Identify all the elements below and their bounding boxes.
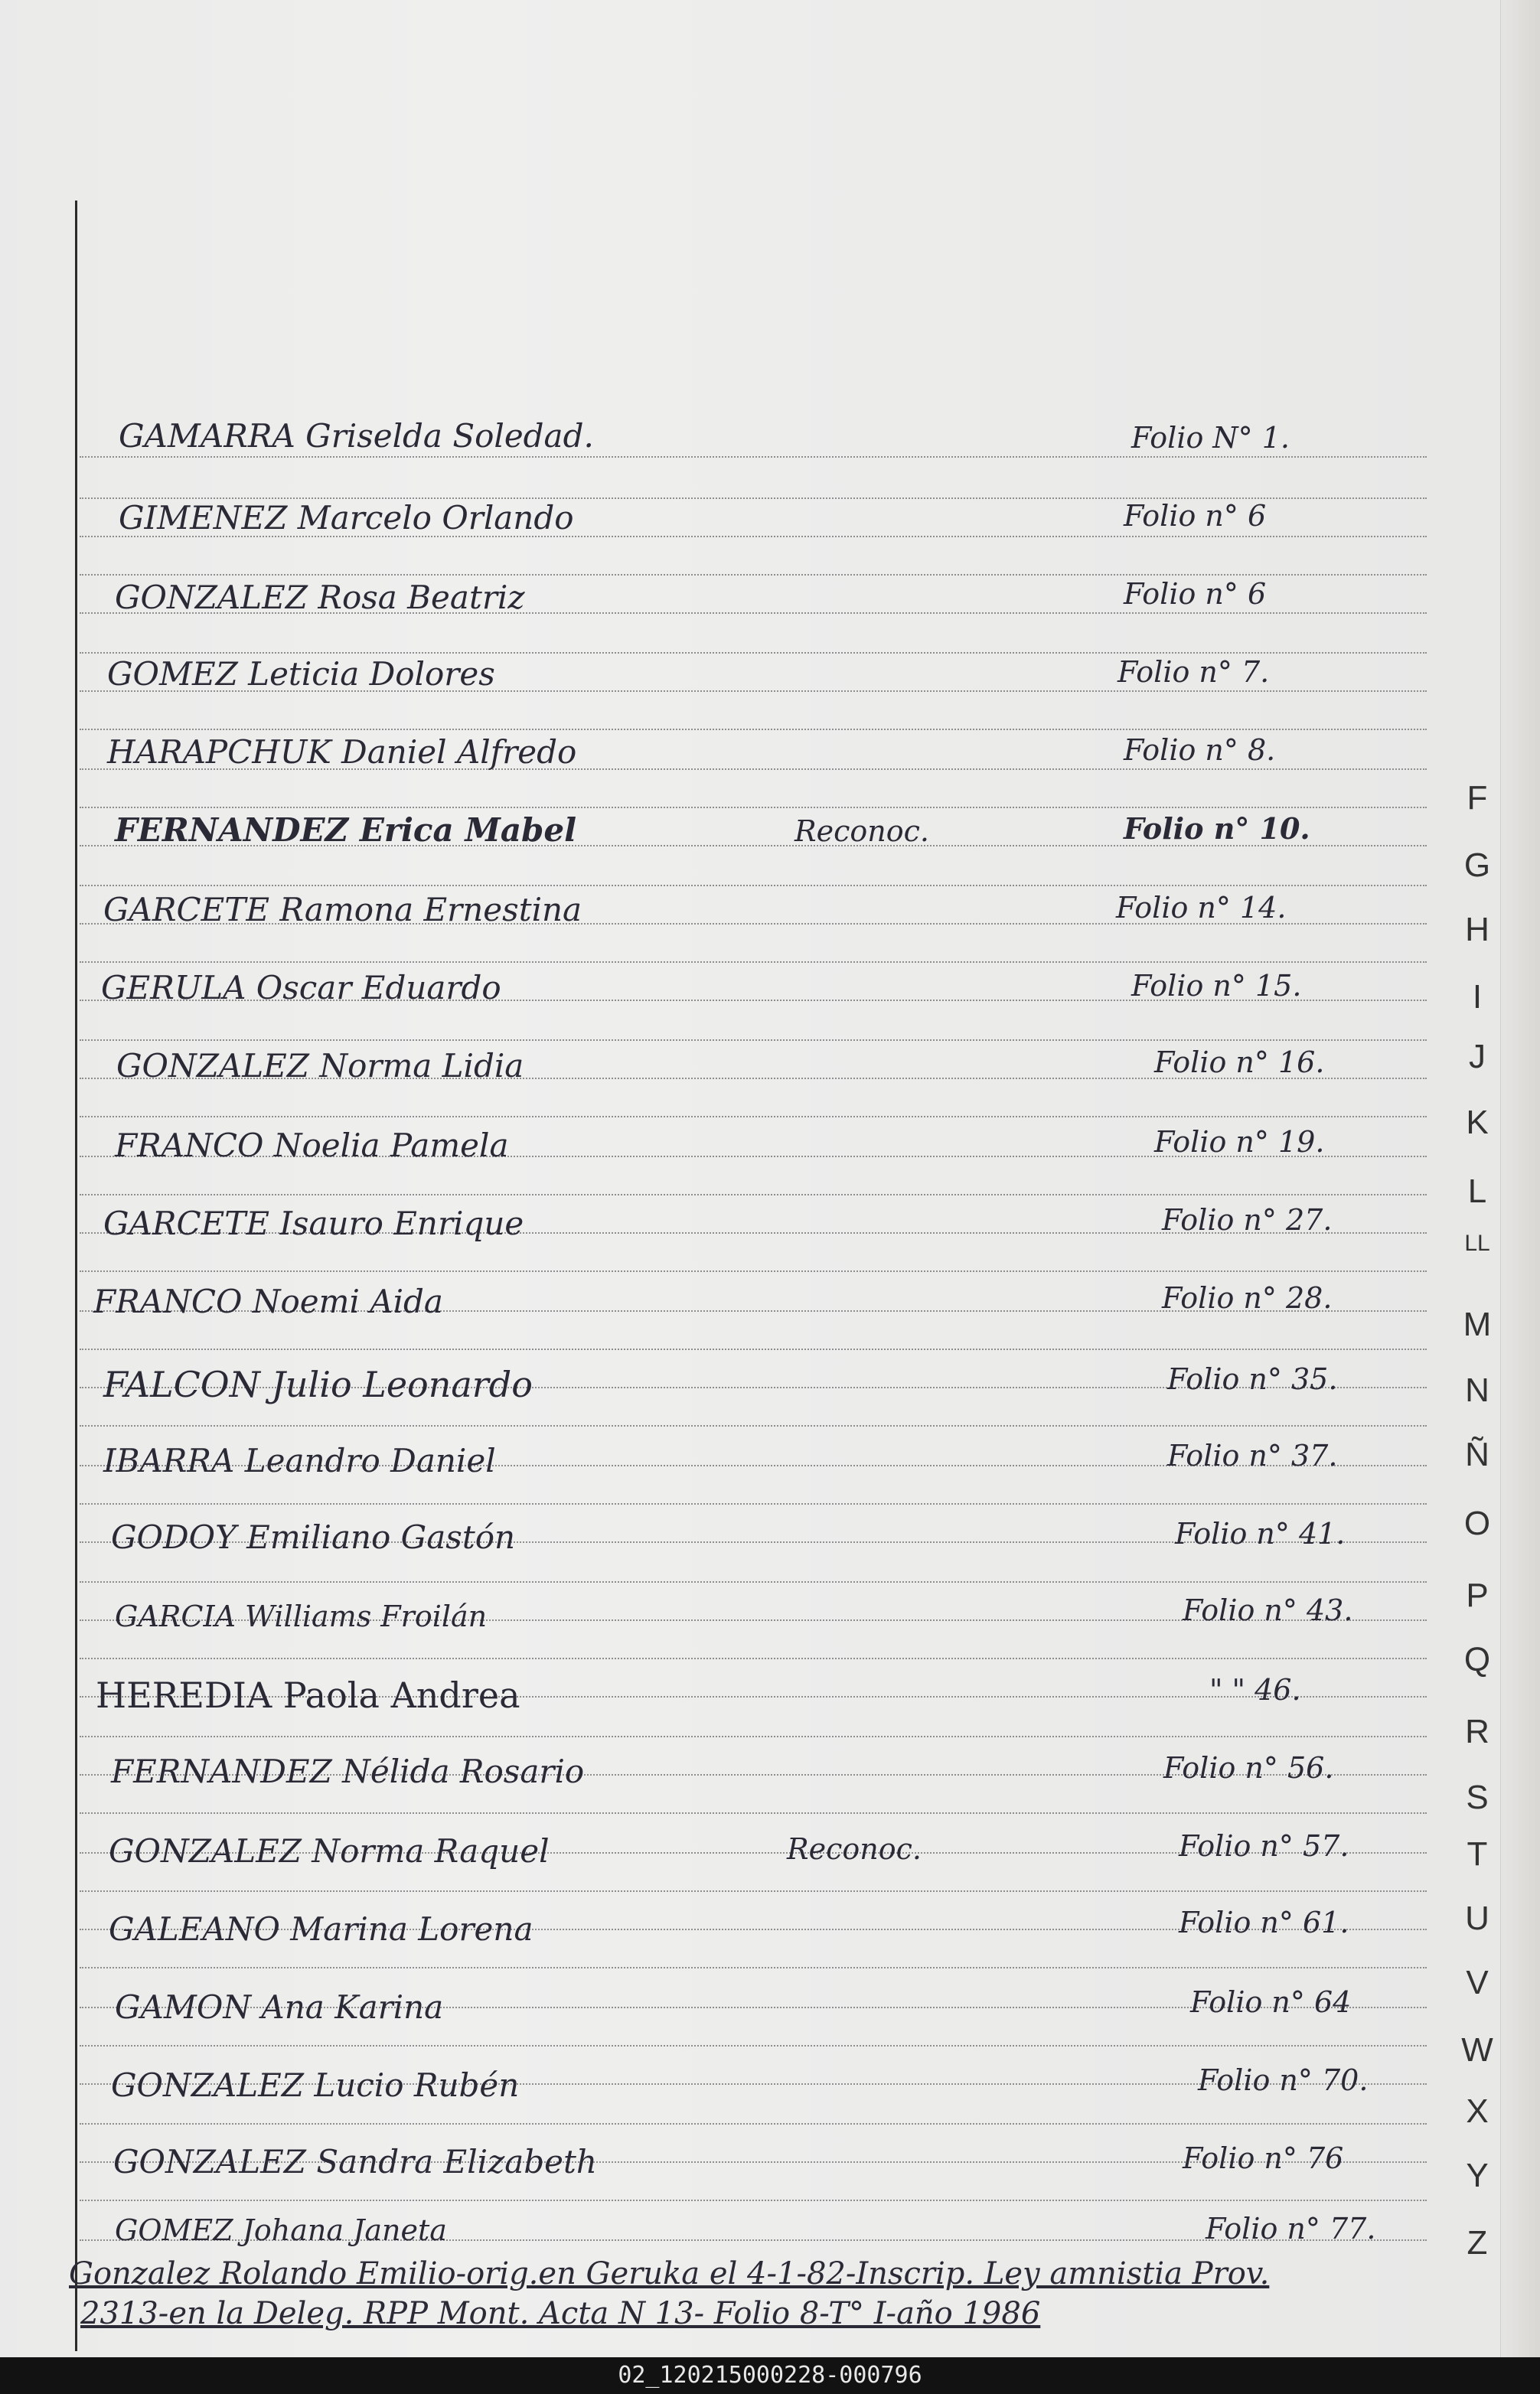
ruled-line (80, 1503, 1427, 1505)
entry-folio: Folio n° 35. (1167, 1362, 1338, 1396)
ruled-line (80, 961, 1427, 963)
alpha-tab-j[interactable]: J (1469, 1038, 1486, 1075)
ruled-line (80, 1270, 1427, 1272)
ruled-line (80, 885, 1427, 886)
entry-folio: Folio n° 28. (1162, 1281, 1333, 1315)
alpha-tab-ll[interactable]: LL (1464, 1231, 1490, 1256)
alpha-tab-h[interactable]: H (1465, 911, 1489, 948)
entry-folio: Folio n° 16. (1154, 1045, 1325, 1079)
entry-name: GONZALEZ Lucio Rubén (111, 2066, 520, 2104)
alpha-tab-q[interactable]: Q (1463, 1641, 1491, 1678)
entry-name: FRANCO Noemi Aida (93, 1283, 443, 1320)
margin-line (75, 201, 77, 2351)
ruled-line (80, 456, 1427, 458)
entry-name: GAMON Ana Karina (115, 1988, 444, 2026)
entry-name: GARCETE Isauro Enrique (103, 1205, 524, 1242)
entry-name: IBARRA Leandro Daniel (103, 1442, 496, 1479)
alpha-tab-k[interactable]: K (1466, 1104, 1489, 1141)
ruled-line (80, 2200, 1427, 2201)
alpha-tab-w[interactable]: W (1461, 2031, 1493, 2069)
ruled-line (80, 1116, 1427, 1117)
entry-folio: Folio n° 8. (1124, 733, 1276, 767)
ruled-line (80, 1812, 1427, 1814)
entry-name: GODOY Emiliano Gastón (111, 1518, 516, 1556)
entry-folio: Folio n° 76 (1183, 2141, 1344, 2175)
entry-name: GONZALEZ Norma Lidia (116, 1047, 524, 1084)
entry-name: FERNANDEZ Nélida Rosario (111, 1753, 585, 1790)
footer-note: 2313-en la Deleg. RPP Mont. Acta N 13- Folio 8-T° I-año 1986 (80, 2296, 1041, 2331)
alpha-tab-i[interactable]: I (1472, 978, 1483, 1016)
alpha-tab-m[interactable]: M (1463, 1306, 1492, 1343)
alpha-tab-p[interactable]: P (1466, 1577, 1489, 1614)
entry-name: FRANCO Noelia Pamela (115, 1127, 509, 1164)
entry-name: GARCETE Ramona Ernestina (103, 891, 582, 928)
entry-name: GERULA Oscar Eduardo (101, 969, 501, 1006)
entry-folio: Folio n° 6 (1124, 577, 1267, 611)
ruled-line (80, 574, 1427, 576)
entry-name: FALCON Julio Leonardo (103, 1364, 533, 1405)
alpha-tab-g[interactable]: G (1463, 846, 1491, 884)
alpha-tab-s[interactable]: S (1466, 1779, 1489, 1816)
entry-name: GARCIA Williams Froilán (115, 1600, 488, 1633)
alpha-tab-z[interactable]: Z (1467, 2224, 1488, 2262)
entry-folio: Folio n° 19. (1154, 1125, 1325, 1159)
entry-name: GIMENEZ Marcelo Orlando (119, 499, 574, 537)
entry-folio: " " 46. (1209, 1673, 1301, 1707)
entry-folio: Folio n° 70. (1198, 2063, 1369, 2097)
entry-name: GOMEZ Leticia Dolores (107, 655, 495, 693)
alpha-tab-v[interactable]: V (1466, 1964, 1489, 2001)
alpha-tab-r[interactable]: R (1465, 1713, 1489, 1750)
footer-note: Gonzalez Rolando Emilio-orig.en Geruka el 4-1-82-Inscrip. Ley amnistia Prov. (69, 2256, 1270, 2291)
ruled-line (80, 729, 1427, 730)
entry-folio: Folio n° 14. (1116, 891, 1287, 925)
ruled-line (80, 1581, 1427, 1583)
ruled-line (80, 1349, 1427, 1350)
entry-folio: Folio n° 15. (1131, 969, 1302, 1003)
alpha-tab-enye[interactable]: Ñ (1465, 1436, 1489, 1473)
alpha-tab-t[interactable]: T (1467, 1835, 1488, 1873)
alpha-tab-x[interactable]: X (1466, 2092, 1489, 2130)
entry-folio: Folio n° 56. (1163, 1751, 1334, 1785)
alpha-tab-y[interactable]: Y (1466, 2157, 1489, 2194)
entry-note: Reconoc. (794, 814, 929, 848)
ruled-line (80, 1890, 1427, 1892)
ruled-line (80, 1425, 1427, 1427)
entry-folio: Folio n° 10. (1124, 811, 1310, 846)
entry-folio: Folio N° 1. (1131, 421, 1290, 455)
alpha-tab-o[interactable]: O (1463, 1505, 1491, 1542)
entry-folio: Folio n° 43. (1183, 1593, 1353, 1627)
entry-name: GAMARRA Griselda Soledad. (119, 417, 594, 455)
alpha-tab-f[interactable]: F (1467, 779, 1488, 817)
entry-folio: Folio n° 41. (1175, 1517, 1346, 1551)
entry-folio: Folio n° 7. (1117, 655, 1270, 689)
entry-folio: Folio n° 37. (1167, 1439, 1338, 1473)
entry-folio: Folio n° 27. (1162, 1203, 1333, 1237)
entry-note: Reconoc. (787, 1832, 922, 1866)
image-caption: 02_120215000228-000796 (618, 2362, 922, 2389)
alpha-tab-l[interactable]: L (1467, 1173, 1487, 1210)
page-edge-tabs-strip (1500, 0, 1540, 2357)
entry-name: GOMEZ Johana Janeta (115, 2213, 447, 2247)
entry-name: FERNANDEZ Erica Mabel (115, 811, 577, 849)
ruled-line (80, 1658, 1427, 1659)
ruled-line (80, 807, 1427, 808)
ruled-line (80, 1039, 1427, 1041)
ruled-line (80, 1736, 1427, 1737)
ruled-line (80, 652, 1427, 654)
entry-name: GALEANO Marina Lorena (109, 1910, 533, 1948)
ruled-line (80, 2123, 1427, 2125)
entry-name: GONZALEZ Sandra Elizabeth (113, 2143, 597, 2180)
entry-name: GONZALEZ Norma Raquel (109, 1832, 550, 1870)
entry-name: HEREDIA Paola Andrea (96, 1675, 520, 1716)
entry-folio: Folio n° 77. (1206, 2212, 1376, 2246)
entry-folio: Folio n° 57. (1179, 1829, 1349, 1863)
entry-folio: Folio n° 6 (1124, 499, 1267, 533)
entry-folio: Folio n° 64 (1190, 1985, 1352, 2019)
alpha-tab-u[interactable]: U (1465, 1900, 1489, 1937)
entry-name: HARAPCHUK Daniel Alfredo (107, 733, 577, 771)
entry-name: GONZALEZ Rosa Beatriz (115, 579, 525, 616)
alpha-tab-n[interactable]: N (1465, 1371, 1489, 1409)
entry-folio: Folio n° 61. (1179, 1906, 1349, 1939)
ruled-line (80, 1967, 1427, 1968)
ruled-line (80, 1194, 1427, 1195)
ruled-line (80, 2045, 1427, 2047)
